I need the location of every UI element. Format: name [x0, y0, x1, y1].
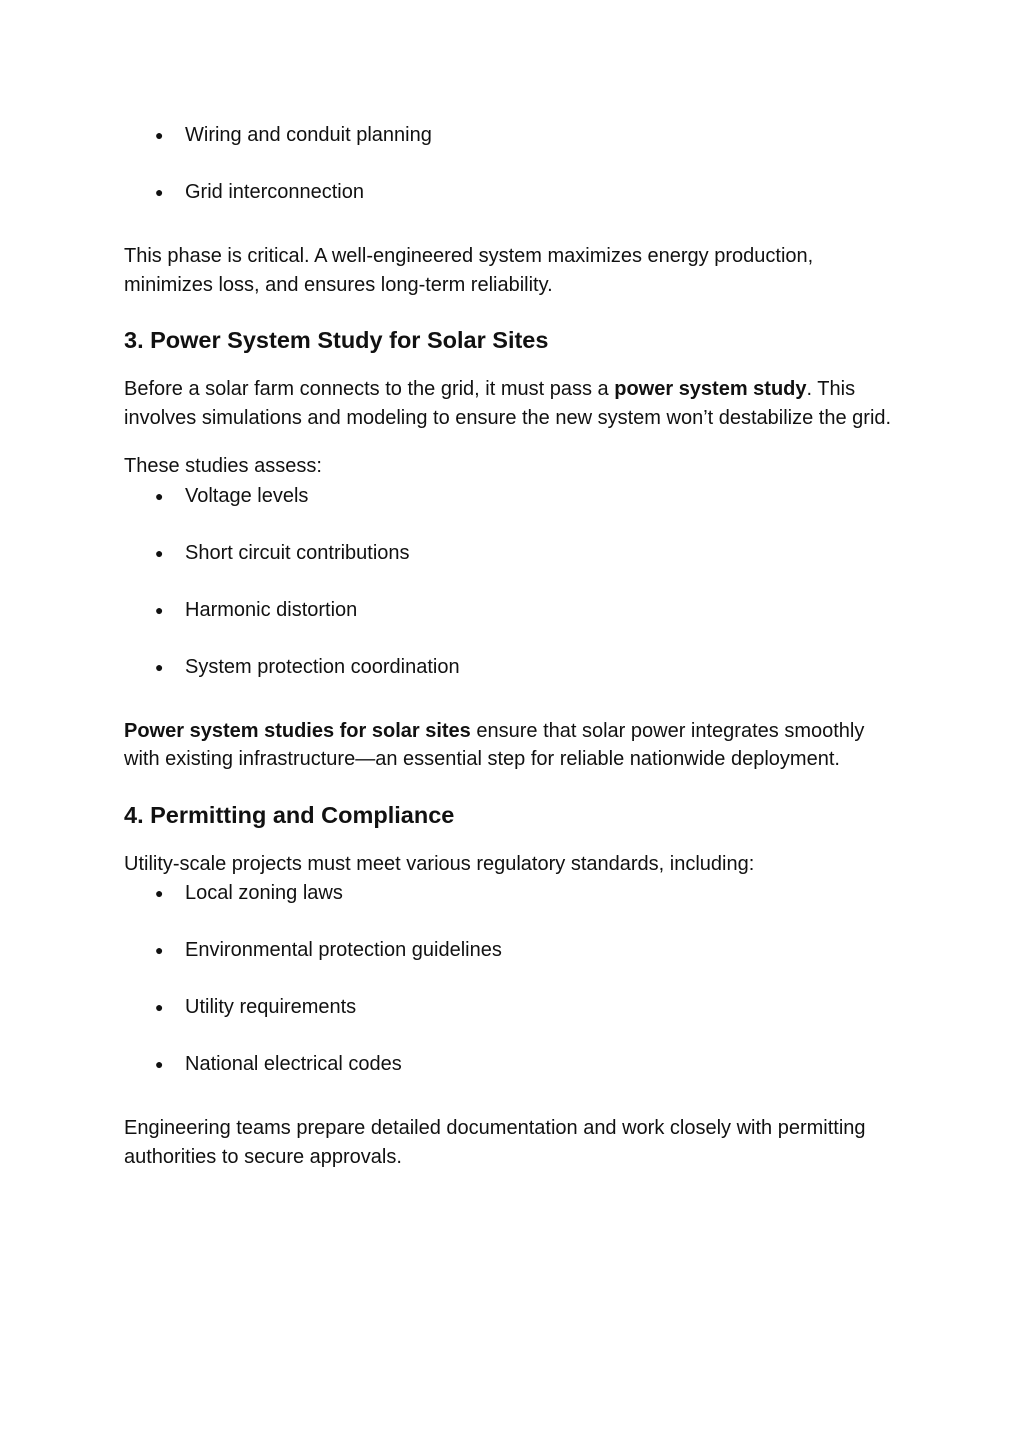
bullet-icon: ● — [155, 658, 164, 675]
bullet-icon: ● — [155, 942, 164, 958]
bullet-list-regulations — [124, 878, 904, 1079]
list-item: ● Short circuit contributions — [185, 538, 904, 568]
list-item: ● Utility requirements — [185, 992, 904, 1022]
list-item: ● Local zoning laws — [185, 878, 904, 908]
bullet-icon: ● — [155, 487, 164, 504]
paragraph-studies-assess: These studies assess: — [124, 455, 322, 477]
bullet-icon: ● — [155, 127, 164, 143]
list-item: ● Grid interconnection — [185, 177, 904, 207]
list-item: ● Wiring and conduit planning — [185, 120, 904, 150]
bullet-list-studies — [124, 481, 904, 682]
list-item: ● Voltage levels — [185, 481, 904, 511]
bold-term: Power system studies for solar sites — [124, 719, 471, 742]
bullet-icon: ● — [155, 184, 164, 200]
bullet-icon: ● — [155, 601, 164, 618]
list-item: ● Environmental protection guidelines — [185, 935, 904, 965]
document-content — [124, 120, 904, 1171]
section-heading-permitting: 4. Permitting and Compliance — [124, 801, 455, 828]
bullet-list-design — [124, 120, 904, 207]
paragraph-regulatory-intro: Utility-scale projects must meet various regulatory standards, including: — [124, 852, 755, 875]
bullet-icon: ● — [155, 999, 164, 1015]
list-item: ● Harmonic distortion — [185, 595, 904, 625]
list-item: ● National electrical codes — [185, 1049, 904, 1079]
section-heading-power-system-study: 3. Power System Study for Solar Sites — [124, 327, 549, 353]
paragraph-engineering-teams: Engineering teams prepare detailed documentation and work closely with permitting authorities to secure approvals. — [124, 1117, 866, 1168]
paragraph-power-study-summary: Power system studies for solar sites ensure that solar power integrates smoothly with existing infrastructure—an essential step for reliable nationwide deployment. — [124, 719, 865, 770]
bullet-icon: ● — [155, 885, 164, 901]
bullet-icon: ● — [155, 544, 164, 561]
list-item: ● System protection coordination — [185, 652, 904, 682]
bold-term: power system study — [614, 378, 807, 400]
paragraph-power-study-intro: Before a solar farm connects to the grid, it must pass a power system study. This involves simulations and modeling to ensure the new system won’t destabilize the grid. — [124, 378, 892, 429]
paragraph-phase: This phase is critical. A well-engineered system maximizes energy production, minimizes loss, and ensures long-term reliability. — [124, 245, 814, 296]
bullet-icon: ● — [155, 1056, 164, 1072]
